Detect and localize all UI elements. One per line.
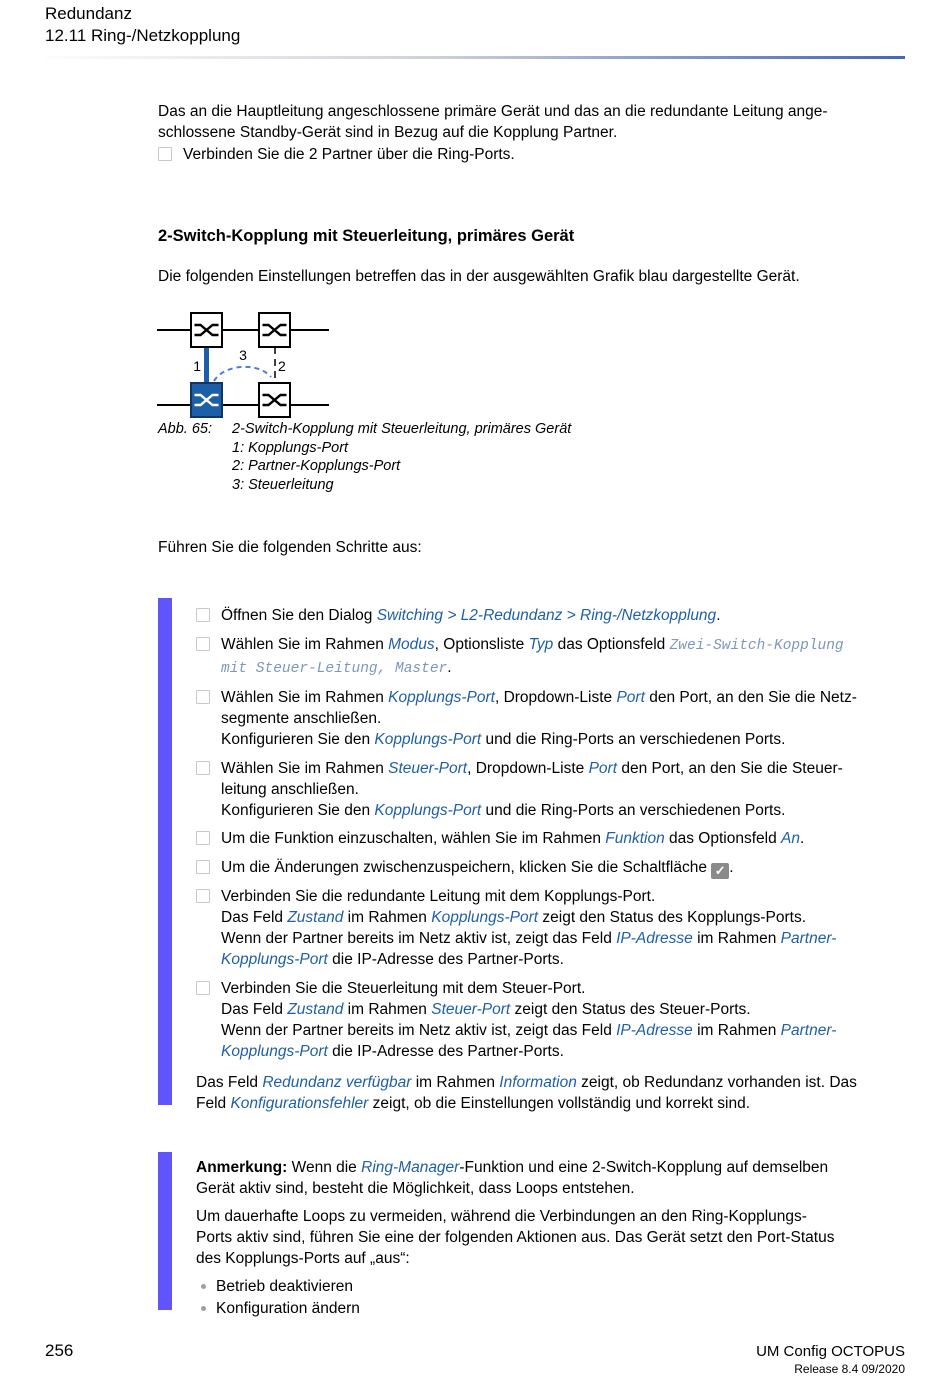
switch-top-left (191, 313, 222, 347)
step-text: Öffnen Sie den Dialog Switching > L2-Redundanz > Ring-/Netzkopplung. (221, 607, 721, 624)
steps-accent-bar (158, 598, 172, 1105)
figure-caption-item: 1: Kopplungs-Port (232, 439, 349, 456)
section-heading: 2-Switch-Kopplung mit Steuerleitung, primäres Gerät (158, 227, 575, 245)
note-paragraph: Um dauerhafte Loops zu vermeiden, während die Verbindungen an den Ring-Kopplungs- Ports aktiv sind, führen Sie eine der folgenden Aktionen aus. Das Gerät setzt den Port-Status des Kopplungs-Ports auf „aus“: (196, 1208, 835, 1267)
step-text: Verbinden Sie die redundante Leitung mit dem Kopplungs-Port. Das Feld Zustand im Rahmen Kopplungs-Port zeigt den Status des Kopplungs-Ports. Wenn der Partner bereits im Netz aktiv ist, zeigt das Feld IP-Adresse im Rahmen Partner- Kopplungs-Port die IP-Adresse des Partner-Ports. (221, 888, 837, 968)
figure-caption-items (232, 439, 571, 495)
bullet-icon (201, 1306, 206, 1311)
figure-caption-item: 2: Partner-Kopplungs-Port (232, 458, 401, 475)
figure-caption-item: 3: Steuerleitung (232, 476, 334, 493)
switch-top-right (259, 313, 290, 347)
figure-caption (158, 420, 571, 494)
step-text: Wählen Sie im Rahmen Steuer-Port, Dropdown-Liste Port den Port, an den Sie die Steuer- leitung anschließen. Konfigurieren Sie den Kopplungs-Port und die Ring-Ports an verschiedenen Ports. (221, 759, 843, 819)
header-chapter: Redundanz (45, 4, 132, 23)
instruction-step (196, 605, 918, 626)
figure-caption-title: 2-Switch-Kopplung mit Steuerleitung, primäres Gerät (232, 421, 572, 437)
control-line (214, 367, 271, 381)
step-checkbox-icon (196, 860, 210, 874)
figure-label-2: 2 (278, 358, 286, 374)
step-text: Um die Änderungen zwischenzuspeichern, klicken Sie die Schaltfläche ✓ . (221, 858, 734, 878)
step-text: Wählen Sie im Rahmen Modus, Optionsliste Typ das Optionsfeld Zwei-Switch-Kopplung mit Steuer-Leitung, Master. (221, 635, 844, 677)
steps-closing-paragraph: Das Feld Redundanz verfügbar im Rahmen Information zeigt, ob Redundanz vorhanden ist. Das Feld Konfigurationsfehler zeigt, ob die Einstellungen vollständig und korrekt sind. (196, 1073, 857, 1112)
step-checkbox-icon (196, 761, 210, 775)
note-bullet-item (196, 1298, 918, 1320)
instruction-step (196, 828, 918, 849)
note-paragraph: Anmerkung: Wenn die Ring-Manager-Funktion und eine 2-Switch-Kopplung auf demselben Gerät aktiv sind, besteht die Möglichkeit, dass Loops entstehen. (196, 1159, 829, 1197)
figure-label-3: 3 (239, 347, 247, 363)
section-paragraph: Die folgenden Einstellungen betreffen das in der ausgewählten Grafik blau dargestellte Gerät. (158, 268, 800, 285)
instruction-step (196, 758, 918, 821)
header-divider (45, 56, 905, 59)
step-checkbox-icon (158, 147, 172, 161)
step-checkbox-icon (196, 889, 210, 903)
note-accent-bar (158, 1152, 172, 1310)
step-checkbox-icon (196, 690, 210, 704)
instruction-step (196, 857, 918, 879)
figure-caption-label: Abb. 65: (158, 421, 213, 437)
step-checkbox-icon (196, 608, 210, 622)
intro-step (158, 144, 913, 165)
bullet-icon (201, 1284, 206, 1289)
step-text: Um die Funktion einzuschalten, wählen Sie im Rahmen Funktion das Optionsfeld An. (221, 830, 805, 847)
instruction-step (196, 687, 918, 750)
steps-block (158, 598, 918, 1112)
note-paragraphs (196, 1157, 918, 1269)
footer-right (756, 1343, 905, 1376)
note-bullet-list (196, 1276, 918, 1319)
step-text: Verbinden Sie die Steuerleitung mit dem Steuer-Port. Das Feld Zustand im Rahmen Steuer-Port zeigt den Status des Steuer-Ports. Wenn der Partner bereits im Netz aktiv ist, zeigt das Feld IP-Adresse im Rahmen Partner- Kopplungs-Port die IP-Adresse des Partner-Ports. (221, 979, 837, 1060)
page-number: 256 (45, 1341, 74, 1360)
instruction-step (196, 634, 918, 680)
intro-paragraph-block (158, 101, 913, 165)
steps-lead: Führen Sie die folgenden Schritte aus: (158, 539, 422, 556)
step-checkbox-icon (196, 981, 210, 995)
instruction-step (196, 886, 918, 970)
bullet-text: Konfiguration ändern (216, 1299, 360, 1317)
note-bullet-item (196, 1276, 918, 1298)
step-checkbox-icon (196, 637, 210, 651)
intro-paragraph: Das an die Hauptleitung angeschlossene primäre Gerät und das an die redundante Leitung ange- schlossene Standby-Gerät sind in Bezug auf die Kopplung Partner. (158, 103, 828, 141)
step-checkbox-icon (196, 831, 210, 845)
figure-label-1: 1 (193, 358, 201, 374)
bullet-text: Betrieb deaktivieren (216, 1278, 353, 1295)
steps-list (196, 605, 918, 1062)
intro-step-text: Verbinden Sie die 2 Partner über die Ring-Ports. (183, 146, 515, 163)
coupling-diagram (157, 303, 347, 423)
step-text: Wählen Sie im Rahmen Kopplungs-Port, Dropdown-Liste Port den Port, an den Sie die Netz- segmente anschließen. Konfigurieren Sie den Kopplungs-Port und die Ring-Ports an verschiedenen Ports. (221, 689, 857, 748)
instruction-step (196, 978, 918, 1062)
note-block (158, 1152, 918, 1317)
save-changes-button-icon: ✓ (711, 863, 729, 879)
switch-bottom-right (259, 383, 290, 417)
figure-caption-body (232, 420, 571, 494)
footer-release: Release 8.4 09/2020 (794, 1362, 905, 1376)
footer-doc-title: UM Config OCTOPUS (756, 1343, 905, 1360)
header-section: 12.11 Ring-/Netzkopplung (45, 26, 241, 45)
switch-primary-device (191, 383, 222, 417)
page-header (45, 3, 240, 47)
